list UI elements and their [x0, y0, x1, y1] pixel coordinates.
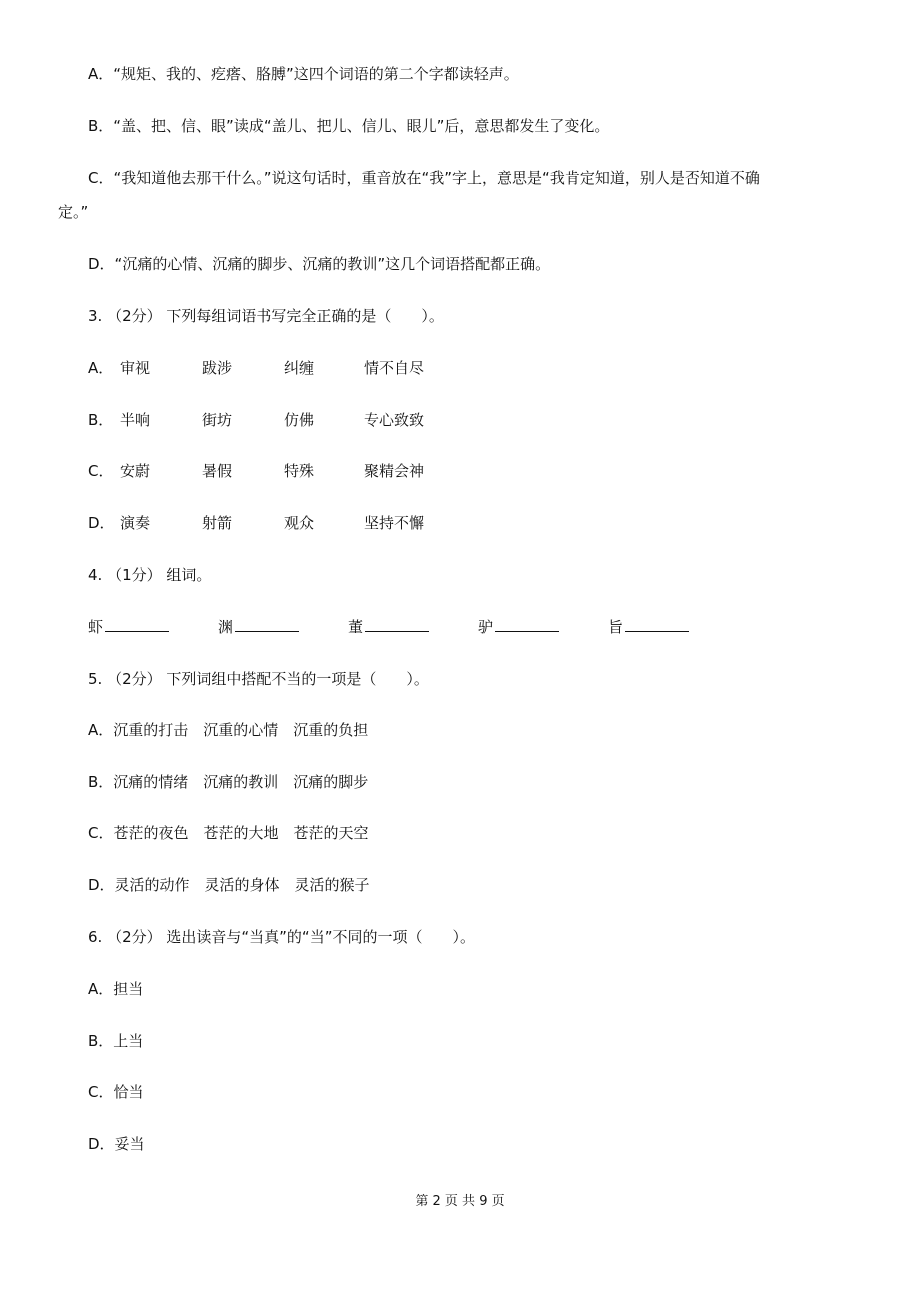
- word: 半响: [120, 411, 151, 429]
- word: 街坊: [202, 411, 233, 429]
- word: 演奏: [120, 514, 151, 532]
- q5-stem: 5. （2分） 下列词组中搭配不当的一项是（ ）。: [88, 670, 429, 688]
- q3-option-a: [88, 358, 448, 378]
- blank-input[interactable]: [495, 617, 559, 632]
- q2-option-d: D．“沉痛的心情、沉痛的脚步、沉痛的教训”这几个词语搭配都正确。: [88, 255, 551, 273]
- q5-option-a: A．沉重的打击 沉重的心情 沉重的负担: [88, 721, 369, 739]
- q3-stem: 3. （2分） 下列每组词语书写完全正确的是（ ）。: [88, 307, 444, 325]
- word: 射箭: [202, 514, 233, 532]
- word: 情不自尽: [364, 359, 425, 377]
- word: 仿佛: [284, 411, 315, 429]
- option-label: B．: [88, 411, 114, 429]
- option-label: A．: [88, 359, 114, 377]
- q3-option-d: [88, 513, 448, 533]
- fill-item: [88, 617, 169, 637]
- word: 暑假: [202, 462, 233, 480]
- word: 特殊: [284, 462, 315, 480]
- q2-option-a: A．“规矩、我的、疙瘩、胳膊”这四个词语的第二个字都读轻声。: [88, 65, 519, 83]
- option-label: C．: [88, 462, 114, 480]
- word: 审视: [120, 359, 151, 377]
- q2-option-c-line1: C．“我知道他去那干什么。”说这句话时，重音放在“我”字上，意思是“我肯定知道，别人是否知道不确: [88, 169, 760, 187]
- q3-option-b: [88, 410, 448, 430]
- q5-option-d: D．灵活的动作 灵活的身体 灵活的猴子: [88, 876, 370, 894]
- word: 聚精会神: [364, 462, 425, 480]
- q5-option-c: C．苍茫的夜色 苍茫的大地 苍茫的天空: [88, 824, 369, 842]
- q2-option-b: B．“盖、把、信、眼”读成“盖儿、把儿、信儿、眼儿”后，意思都发生了变化。: [88, 117, 610, 135]
- char: 渊: [218, 618, 234, 636]
- page-number: 第 2 页 共 9 页: [415, 1194, 505, 1209]
- word: 安蔚: [120, 462, 151, 480]
- q6-option-b: B．上当: [88, 1032, 144, 1050]
- fill-item: [478, 617, 559, 637]
- q6-option-d: D．妥当: [88, 1135, 145, 1153]
- char: 虾: [88, 618, 104, 636]
- q2-option-c-line2: 定。”: [58, 203, 89, 221]
- fill-item: [218, 617, 299, 637]
- option-label: D．: [88, 514, 115, 532]
- q3-option-c: [88, 461, 448, 481]
- fill-item: [608, 617, 689, 637]
- char: 驴: [478, 618, 494, 636]
- word: 坚持不懈: [364, 514, 425, 532]
- blank-input[interactable]: [365, 617, 429, 632]
- blank-input[interactable]: [625, 617, 689, 632]
- char: 董: [348, 618, 364, 636]
- word: 跋涉: [202, 359, 233, 377]
- q6-option-a: A．担当: [88, 980, 144, 998]
- word: 专心致致: [364, 411, 425, 429]
- char: 旨: [608, 618, 624, 636]
- fill-item: [348, 617, 429, 637]
- q4-stem: 4. （1分） 组词。: [88, 566, 212, 584]
- blank-input[interactable]: [105, 617, 169, 632]
- q4-blanks: [88, 617, 708, 637]
- word: 观众: [284, 514, 315, 532]
- word: 纠缠: [284, 359, 315, 377]
- q5-option-b: B．沉痛的情绪 沉痛的教训 沉痛的脚步: [88, 773, 369, 791]
- q6-option-c: C．恰当: [88, 1083, 144, 1101]
- blank-input[interactable]: [235, 617, 299, 632]
- q6-stem: 6. （2分） 选出读音与“当真”的“当”不同的一项（ ）。: [88, 928, 475, 946]
